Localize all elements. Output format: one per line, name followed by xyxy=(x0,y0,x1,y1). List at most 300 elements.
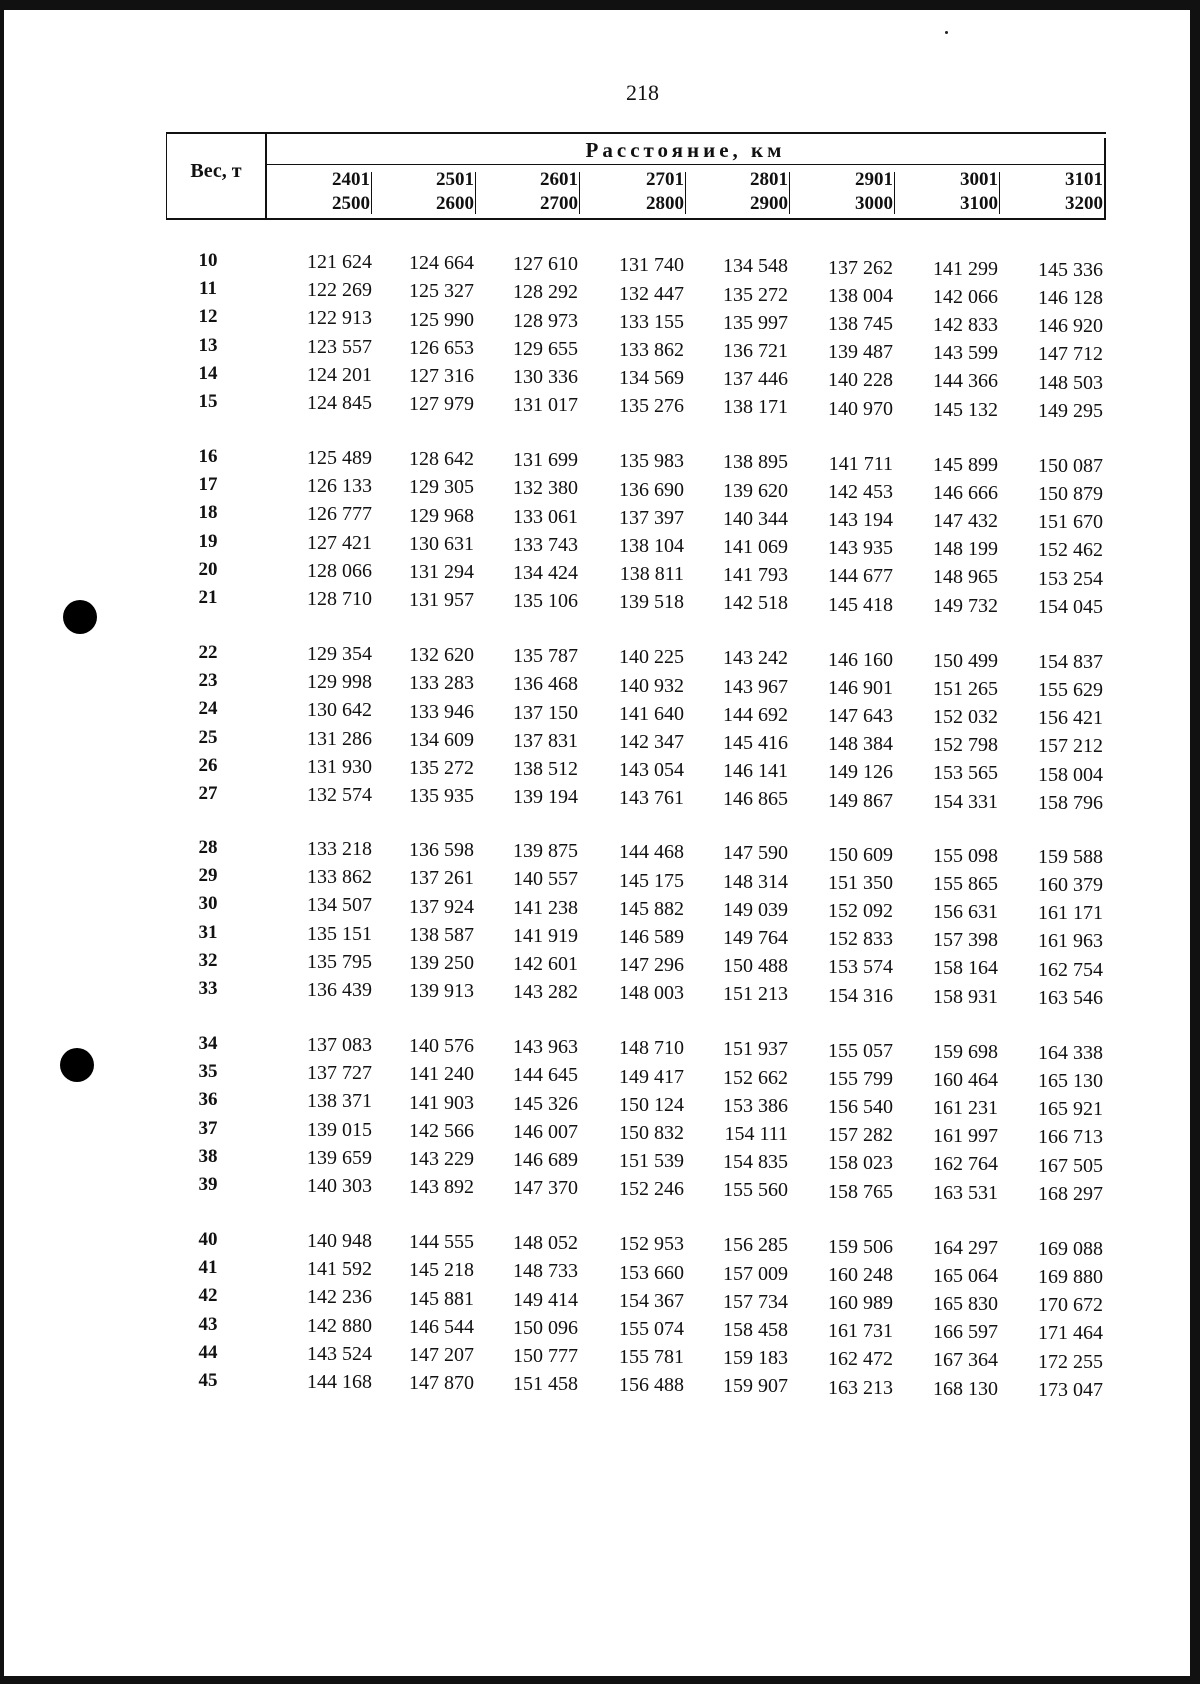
price-cell: 139 659 xyxy=(307,1146,372,1169)
price-cell: 152 662 xyxy=(723,1066,788,1089)
price-cell: 156 540 xyxy=(828,1095,893,1118)
price-cell: 162 764 xyxy=(933,1153,998,1176)
price-cell: 141 299 xyxy=(933,257,998,280)
range-from: 2701 xyxy=(646,169,684,190)
weight-cell: 45 xyxy=(198,1370,218,1391)
price-cell: 143 967 xyxy=(723,675,788,698)
price-cell: 140 970 xyxy=(828,397,893,420)
price-cell: 158 458 xyxy=(723,1319,788,1341)
price-cell: 164 338 xyxy=(1038,1041,1103,1064)
price-cell: 147 870 xyxy=(409,1372,474,1395)
price-cell: 137 262 xyxy=(828,256,893,279)
price-cell: 143 194 xyxy=(828,508,893,531)
price-cell: 130 336 xyxy=(513,366,578,388)
price-cell: 147 590 xyxy=(723,842,788,865)
price-cell: 167 505 xyxy=(1038,1154,1103,1177)
weight-cell: 37 xyxy=(198,1117,218,1139)
weight-cell: 31 xyxy=(198,921,218,943)
price-cell: 131 957 xyxy=(409,589,474,612)
price-cell: 156 285 xyxy=(723,1234,788,1257)
price-cell: 156 631 xyxy=(933,901,998,923)
price-cell: 144 468 xyxy=(619,841,684,864)
price-cell: 165 064 xyxy=(933,1264,998,1287)
price-cell: 150 488 xyxy=(723,955,788,978)
price-cell: 151 670 xyxy=(1038,511,1103,534)
price-cell: 137 831 xyxy=(513,729,578,752)
weight-column-header: Вес, т xyxy=(190,160,242,182)
page-number: 218 xyxy=(626,80,659,105)
price-cell: 141 793 xyxy=(723,564,788,587)
price-cell: 135 272 xyxy=(409,756,474,779)
price-cell: 148 733 xyxy=(513,1260,578,1283)
price-cell: 133 862 xyxy=(619,338,684,361)
price-cell: 171 464 xyxy=(1038,1322,1103,1345)
price-cell: 149 039 xyxy=(723,898,788,921)
price-cell: 139 487 xyxy=(828,341,893,364)
price-cell: 153 574 xyxy=(828,956,893,979)
price-cell: 151 265 xyxy=(933,677,998,700)
price-cell: 151 937 xyxy=(723,1038,788,1061)
price-cell: 147 296 xyxy=(619,954,684,977)
price-cell: 142 236 xyxy=(307,1286,372,1309)
price-cell: 154 331 xyxy=(933,790,998,813)
price-cell: 145 132 xyxy=(933,398,998,421)
price-cell: 140 225 xyxy=(619,646,684,669)
price-cell: 134 569 xyxy=(619,367,684,390)
price-cell: 160 989 xyxy=(828,1291,893,1314)
price-cell: 163 531 xyxy=(933,1181,998,1204)
price-cell: 150 499 xyxy=(933,649,998,672)
price-cell: 131 017 xyxy=(513,394,578,417)
price-cell: 136 468 xyxy=(513,673,578,696)
price-cell: 150 609 xyxy=(828,843,893,866)
price-cell: 143 892 xyxy=(409,1176,474,1199)
price-cell: 143 935 xyxy=(828,537,893,560)
range-to: 2800 xyxy=(646,193,684,214)
price-cell: 150 832 xyxy=(619,1121,684,1144)
weight-cell: 36 xyxy=(198,1089,218,1111)
price-cell: 124 845 xyxy=(307,392,372,414)
price-cell: 123 557 xyxy=(307,335,372,358)
price-cell: 122 913 xyxy=(307,307,372,330)
price-cell: 155 865 xyxy=(933,872,998,895)
price-cell: 148 314 xyxy=(723,870,788,893)
price-cell: 149 295 xyxy=(1038,399,1103,422)
weight-cell: 10 xyxy=(198,250,218,271)
price-cell: 149 867 xyxy=(828,789,893,812)
price-cell: 138 512 xyxy=(513,758,578,780)
range-from: 2501 xyxy=(436,169,474,190)
price-cell: 133 155 xyxy=(619,310,684,333)
price-cell: 121 624 xyxy=(307,251,372,273)
price-cell: 165 830 xyxy=(933,1293,998,1315)
price-cell: 155 799 xyxy=(828,1067,893,1090)
price-cell: 127 979 xyxy=(409,393,474,416)
weight-cell: 28 xyxy=(198,837,218,858)
weight-cell: 25 xyxy=(198,726,218,748)
price-cell: 148 710 xyxy=(619,1037,684,1060)
price-cell: 155 074 xyxy=(619,1317,684,1340)
weight-cell: 22 xyxy=(198,642,218,663)
range-from: 2601 xyxy=(540,169,578,190)
price-cell: 132 447 xyxy=(619,282,684,305)
price-cell: 124 664 xyxy=(409,252,474,275)
price-cell: 169 088 xyxy=(1038,1237,1103,1260)
price-cell: 143 761 xyxy=(619,787,684,810)
price-cell: 150 124 xyxy=(619,1093,684,1116)
price-cell: 141 069 xyxy=(723,536,788,558)
price-cell: 141 240 xyxy=(409,1063,474,1086)
price-cell: 130 642 xyxy=(307,699,372,722)
price-cell: 146 689 xyxy=(513,1149,578,1171)
price-cell: 160 379 xyxy=(1038,873,1103,896)
range-from: 2401 xyxy=(332,169,370,190)
price-cell: 127 421 xyxy=(307,531,372,554)
price-cell: 154 835 xyxy=(723,1151,788,1174)
price-cell: 129 998 xyxy=(307,671,372,694)
price-cell: 127 610 xyxy=(513,253,578,276)
price-cell: 134 507 xyxy=(307,894,372,917)
price-cell: 152 833 xyxy=(828,928,893,951)
price-cell: 130 631 xyxy=(409,532,474,555)
price-cell: 139 015 xyxy=(307,1118,372,1141)
price-cell: 135 272 xyxy=(723,283,788,306)
price-cell: 136 721 xyxy=(723,340,788,362)
price-cell: 149 126 xyxy=(828,761,893,784)
price-cell: 142 566 xyxy=(409,1119,474,1142)
price-cell: 161 997 xyxy=(933,1125,998,1148)
price-cell: 168 297 xyxy=(1038,1182,1103,1205)
price-cell: 138 004 xyxy=(828,284,893,307)
weight-cell: 26 xyxy=(198,754,218,776)
weight-cell: 44 xyxy=(198,1341,218,1363)
price-cell: 149 414 xyxy=(513,1288,578,1311)
price-cell: 157 009 xyxy=(723,1262,788,1285)
price-cell: 153 386 xyxy=(723,1094,788,1117)
price-cell: 154 045 xyxy=(1038,595,1103,618)
price-cell: 133 061 xyxy=(513,505,578,528)
price-cell: 152 953 xyxy=(619,1233,684,1256)
price-cell: 131 930 xyxy=(307,755,372,778)
price-cell: 161 963 xyxy=(1038,930,1103,953)
price-cell: 146 160 xyxy=(828,648,893,671)
range-from: 3101 xyxy=(1065,169,1103,190)
price-cell: 142 347 xyxy=(619,730,684,753)
price-cell: 144 692 xyxy=(723,703,788,726)
price-cell: 139 913 xyxy=(409,980,474,1003)
price-cell: 139 620 xyxy=(723,479,788,502)
price-cell: 143 524 xyxy=(307,1342,372,1365)
price-cell: 145 882 xyxy=(619,897,684,920)
price-cell: 151 350 xyxy=(828,871,893,894)
price-cell: 154 316 xyxy=(828,984,893,1007)
price-cell: 136 690 xyxy=(619,478,684,501)
price-cell: 134 609 xyxy=(409,728,474,751)
price-cell: 165 130 xyxy=(1038,1069,1103,1092)
range-to: 2600 xyxy=(436,193,474,214)
price-cell: 150 087 xyxy=(1038,454,1103,477)
price-cell: 125 990 xyxy=(409,308,474,331)
weight-cell: 32 xyxy=(198,949,218,971)
price-cell: 131 740 xyxy=(619,254,684,277)
price-cell: 158 796 xyxy=(1038,791,1103,814)
price-cell: 145 218 xyxy=(409,1259,474,1282)
price-cell: 134 548 xyxy=(723,255,788,278)
price-cell: 161 731 xyxy=(828,1320,893,1343)
price-cell: 150 879 xyxy=(1038,482,1103,505)
price-cell: 146 666 xyxy=(933,481,998,504)
weight-cell: 14 xyxy=(198,362,218,384)
weight-cell: 18 xyxy=(198,502,218,524)
weight-cell: 20 xyxy=(198,558,218,580)
price-cell: 157 282 xyxy=(828,1124,893,1147)
price-cell: 152 462 xyxy=(1038,539,1103,562)
weight-cell: 38 xyxy=(198,1145,218,1167)
price-cell: 145 326 xyxy=(513,1092,578,1115)
weight-cell: 23 xyxy=(198,670,218,692)
range-from: 3001 xyxy=(960,169,998,190)
weight-cell: 42 xyxy=(198,1285,218,1307)
price-cell: 133 743 xyxy=(513,533,578,556)
price-cell: 142 518 xyxy=(723,592,788,615)
price-cell: 150 096 xyxy=(513,1316,578,1339)
price-cell: 147 207 xyxy=(409,1343,474,1366)
price-cell: 140 932 xyxy=(619,674,684,697)
range-to: 2500 xyxy=(332,193,370,214)
price-cell: 140 948 xyxy=(307,1230,372,1252)
price-cell: 144 645 xyxy=(513,1064,578,1087)
price-cell: 144 555 xyxy=(409,1231,474,1254)
price-cell: 155 057 xyxy=(828,1039,893,1062)
price-cell: 154 837 xyxy=(1038,650,1103,673)
price-cell: 146 589 xyxy=(619,925,684,948)
price-cell: 138 104 xyxy=(619,534,684,557)
weight-cell: 19 xyxy=(198,530,218,552)
price-cell: 137 083 xyxy=(307,1034,372,1056)
price-cell: 135 276 xyxy=(619,395,684,418)
price-cell: 138 895 xyxy=(723,451,788,474)
weight-cell: 15 xyxy=(198,391,218,412)
weight-cell: 40 xyxy=(198,1229,218,1250)
price-cell: 133 218 xyxy=(307,838,372,860)
price-cell: 139 250 xyxy=(409,951,474,974)
weight-cell: 24 xyxy=(198,698,218,720)
price-cell: 135 983 xyxy=(619,450,684,473)
price-cell: 140 576 xyxy=(409,1035,474,1058)
price-cell: 141 640 xyxy=(619,702,684,725)
price-cell: 135 997 xyxy=(723,311,788,334)
price-cell: 137 924 xyxy=(409,895,474,918)
price-cell: 147 432 xyxy=(933,510,998,532)
price-cell: 131 286 xyxy=(307,727,372,750)
price-cell: 159 907 xyxy=(723,1375,788,1398)
price-cell: 158 004 xyxy=(1038,763,1103,786)
weight-cell: 35 xyxy=(198,1061,218,1083)
price-cell: 140 557 xyxy=(513,868,578,891)
price-cell: 146 128 xyxy=(1038,286,1103,309)
price-cell: 155 560 xyxy=(723,1179,788,1202)
weight-cell: 21 xyxy=(198,587,218,608)
weight-cell: 33 xyxy=(198,978,218,999)
price-cell: 143 282 xyxy=(513,981,578,1004)
price-cell: 158 765 xyxy=(828,1180,893,1203)
price-cell: 141 919 xyxy=(513,924,578,947)
price-cell: 142 880 xyxy=(307,1314,372,1337)
price-cell: 142 601 xyxy=(513,953,578,975)
price-cell: 137 150 xyxy=(513,701,578,724)
price-cell: 136 439 xyxy=(307,979,372,1001)
price-cell: 162 754 xyxy=(1038,958,1103,981)
price-cell: 139 194 xyxy=(513,786,578,809)
price-cell: 125 489 xyxy=(307,447,372,469)
price-cell: 155 629 xyxy=(1038,678,1103,701)
price-cell: 147 370 xyxy=(513,1177,578,1200)
price-cell: 160 248 xyxy=(828,1263,893,1286)
price-cell: 138 587 xyxy=(409,923,474,946)
price-cell: 138 371 xyxy=(307,1090,372,1113)
price-cell: 138 811 xyxy=(619,563,684,586)
price-cell: 149 417 xyxy=(619,1065,684,1088)
range-to: 3100 xyxy=(960,193,998,214)
range-to: 3200 xyxy=(1065,193,1103,214)
range-to: 2900 xyxy=(750,193,788,214)
price-cell: 145 418 xyxy=(828,593,893,616)
price-cell: 156 488 xyxy=(619,1374,684,1397)
price-cell: 131 699 xyxy=(513,449,578,472)
range-to: 3000 xyxy=(855,193,893,214)
range-to: 2700 xyxy=(540,193,578,214)
price-cell: 143 054 xyxy=(619,759,684,782)
price-cell: 143 963 xyxy=(513,1036,578,1059)
price-cell: 142 066 xyxy=(933,285,998,308)
price-cell: 148 199 xyxy=(933,538,998,561)
price-cell: 141 903 xyxy=(409,1091,474,1114)
price-cell: 145 416 xyxy=(723,732,788,754)
price-cell: 132 574 xyxy=(307,784,372,806)
price-cell: 129 655 xyxy=(513,337,578,360)
price-cell: 135 151 xyxy=(307,922,372,945)
price-cell: 145 175 xyxy=(619,869,684,892)
price-cell: 145 899 xyxy=(933,453,998,476)
price-cell: 124 201 xyxy=(307,363,372,386)
weight-cell: 29 xyxy=(198,865,218,887)
weight-cell: 13 xyxy=(198,334,218,356)
price-cell: 143 242 xyxy=(723,647,788,670)
price-cell: 142 833 xyxy=(933,314,998,336)
price-cell: 160 464 xyxy=(933,1068,998,1091)
price-cell: 172 255 xyxy=(1038,1350,1103,1373)
price-cell: 153 565 xyxy=(933,762,998,785)
price-cell: 128 710 xyxy=(307,588,372,610)
price-cell: 144 168 xyxy=(307,1371,372,1393)
price-cell: 157 398 xyxy=(933,929,998,952)
distance-header: Расстояние, км xyxy=(585,138,786,162)
price-cell: 137 397 xyxy=(619,506,684,529)
weight-cell: 16 xyxy=(198,446,218,467)
weight-cell: 34 xyxy=(198,1033,218,1054)
weight-cell: 12 xyxy=(198,306,218,328)
price-cell: 149 732 xyxy=(933,594,998,617)
price-cell: 146 141 xyxy=(723,760,788,783)
price-cell: 161 171 xyxy=(1038,902,1103,925)
price-cell: 133 946 xyxy=(409,700,474,723)
price-cell: 133 283 xyxy=(409,672,474,695)
weight-cell: 27 xyxy=(198,783,218,804)
price-cell: 146 901 xyxy=(828,676,893,699)
price-cell: 162 472 xyxy=(828,1348,893,1371)
price-cell: 144 366 xyxy=(933,370,998,393)
weight-cell: 30 xyxy=(198,893,218,915)
price-cell: 148 052 xyxy=(513,1232,578,1255)
price-cell: 148 503 xyxy=(1038,371,1103,394)
price-cell: 138 171 xyxy=(723,396,788,419)
price-cell: 132 620 xyxy=(409,644,474,667)
price-cell: 129 305 xyxy=(409,476,474,499)
price-cell: 142 453 xyxy=(828,480,893,503)
price-cell: 135 795 xyxy=(307,950,372,973)
price-cell: 128 292 xyxy=(513,281,578,304)
range-from: 2801 xyxy=(750,169,788,190)
price-cell: 148 003 xyxy=(619,982,684,1005)
price-cell: 122 269 xyxy=(307,279,372,302)
price-cell: 143 599 xyxy=(933,342,998,365)
price-cell: 166 713 xyxy=(1038,1126,1103,1149)
price-cell: 153 660 xyxy=(619,1261,684,1284)
price-cell: 129 968 xyxy=(409,504,474,527)
price-cell: 128 973 xyxy=(513,309,578,332)
price-cell: 153 254 xyxy=(1038,567,1103,590)
price-cell: 156 421 xyxy=(1038,707,1103,730)
price-cell: 134 424 xyxy=(513,562,578,584)
price-cell: 158 164 xyxy=(933,957,998,980)
price-cell: 138 745 xyxy=(828,312,893,335)
price-cell: 167 364 xyxy=(933,1349,998,1372)
price-cell: 164 297 xyxy=(933,1236,998,1259)
price-cell: 152 798 xyxy=(933,734,998,757)
price-cell: 155 781 xyxy=(619,1346,684,1369)
price-cell: 157 734 xyxy=(723,1290,788,1313)
price-cell: 131 294 xyxy=(409,560,474,583)
price-cell: 146 544 xyxy=(409,1315,474,1338)
price-cell: 141 711 xyxy=(828,452,893,475)
price-cell: 163 213 xyxy=(828,1376,893,1399)
price-cell: 159 588 xyxy=(1038,845,1103,868)
price-cell: 146 920 xyxy=(1038,315,1103,338)
price-cell: 161 231 xyxy=(933,1097,998,1119)
price-cell: 126 653 xyxy=(409,336,474,359)
weight-cell: 17 xyxy=(198,474,218,496)
price-cell: 129 354 xyxy=(307,643,372,665)
price-cell: 145 881 xyxy=(409,1287,474,1310)
price-cell: 135 106 xyxy=(513,590,578,613)
price-cell: 127 316 xyxy=(409,364,474,387)
price-cell: 135 935 xyxy=(409,785,474,808)
price-cell: 154 111 xyxy=(724,1123,788,1145)
price-cell: 148 965 xyxy=(933,566,998,589)
price-cell: 151 458 xyxy=(513,1373,578,1396)
price-cell: 141 238 xyxy=(513,896,578,919)
price-cell: 137 727 xyxy=(307,1062,372,1085)
weight-cell: 11 xyxy=(199,278,217,300)
price-cell: 158 931 xyxy=(933,985,998,1008)
weight-cell: 39 xyxy=(198,1174,218,1195)
price-cell: 135 787 xyxy=(513,645,578,668)
price-cell: 140 344 xyxy=(723,507,788,530)
price-cell: 139 875 xyxy=(513,840,578,863)
weight-cell: 43 xyxy=(198,1313,218,1335)
price-cell: 152 246 xyxy=(619,1178,684,1201)
price-cell: 155 098 xyxy=(933,844,998,867)
